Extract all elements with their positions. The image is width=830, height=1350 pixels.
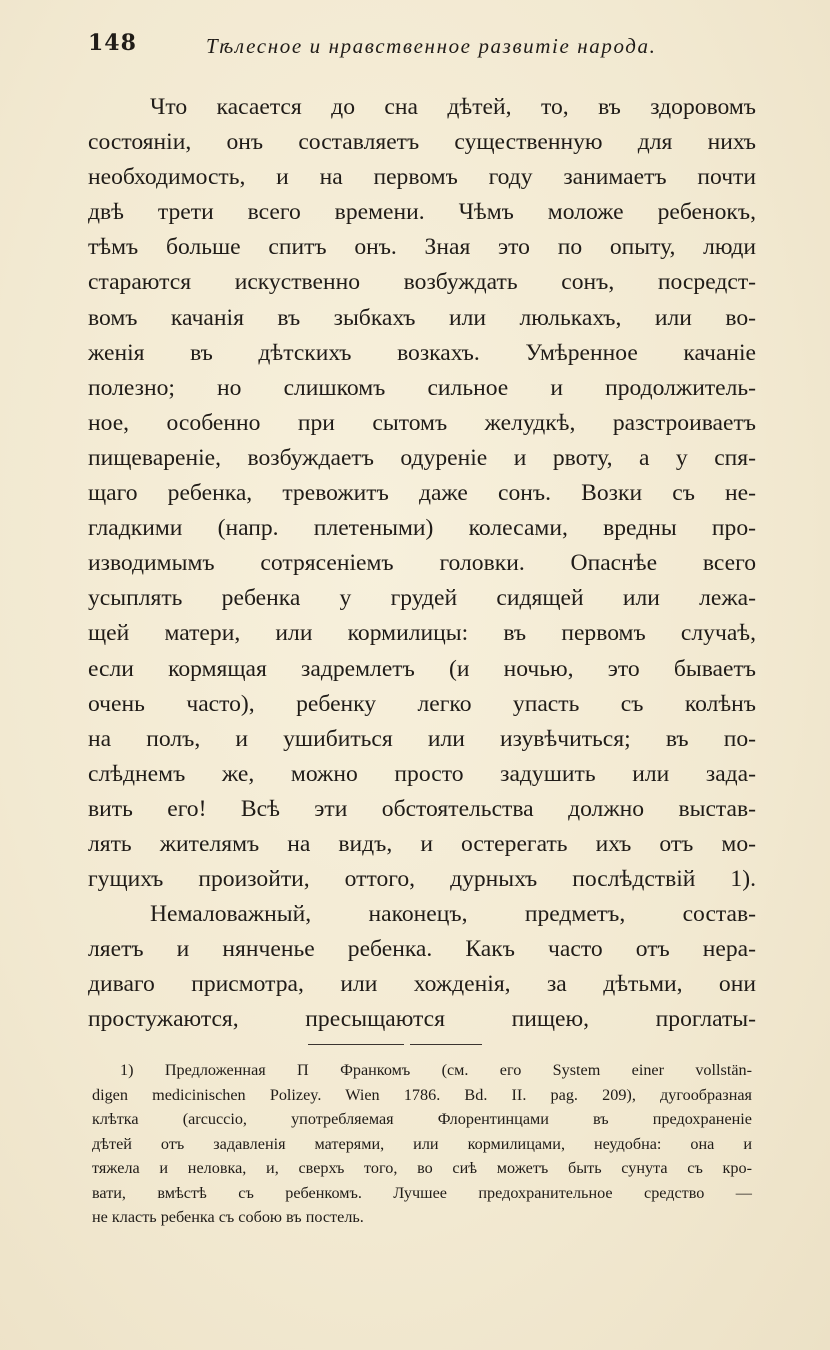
- page-header: [88, 28, 788, 58]
- text-line: тѣмъ больше спитъ онъ. Зная это по опыту, люди: [88, 234, 756, 261]
- footnote: [92, 1058, 752, 1230]
- text-line: вомъ качанія въ зыбкахъ или люлькахъ, или во-: [88, 304, 756, 331]
- text-line: необходимость, и на первомъ году занимаетъ почти: [88, 164, 756, 191]
- text-line: женія въ дѣтскихъ возкахъ. Умѣренное качаніе: [88, 339, 756, 366]
- footnote-line: digen medicinischen Polizey. Wien 1786. Bd. II. pag. 209), дугообразная: [92, 1085, 752, 1104]
- text-line: щей матери, или кормилицы: въ первомъ случаѣ,: [88, 620, 756, 647]
- text-line: двѣ трети всего времени. Чѣмъ моложе ребенокъ,: [88, 199, 756, 226]
- text-line: изводимымъ сотрясеніемъ головки. Опаснѣе всего: [88, 550, 756, 577]
- text-line: щаго ребенка, тревожитъ даже сонъ. Возки съ не-: [88, 480, 756, 507]
- text-line: стараются искуственно возбуждать сонъ, посредст-: [88, 269, 756, 296]
- text-line: ное, особенно при сытомъ желудкѣ, разстроиваетъ: [88, 409, 756, 436]
- footnote-line: вати, вмѣстѣ съ ребенкомъ. Лучшее предохранительное средство —: [92, 1183, 752, 1202]
- footnote-line: 1) Предложенная П Франкомъ (см. его System einer vollstän-: [120, 1061, 752, 1079]
- main-text: [88, 90, 756, 1038]
- text-line: слѣднемъ же, можно просто задушить или зада-: [88, 760, 756, 787]
- text-line: Что касается до сна дѣтей, то, въ здоровомъ: [150, 94, 756, 120]
- footnote-line: клѣтка (arcuccio, употребляемая Флорентинцами въ предохраненіе: [92, 1110, 752, 1128]
- text-line: усыплять ребенка у грудей сидящей или лежа-: [88, 585, 756, 612]
- text-line: ляетъ и нянченье ребенка. Какъ часто отъ нера-: [88, 936, 756, 963]
- text-line: очень часто), ребенку легко упасть съ колѣнъ: [88, 690, 756, 717]
- page-number: 148: [88, 30, 137, 56]
- text-line: если кормящая задремлетъ (и ночью, это бываетъ: [88, 655, 756, 682]
- text-line: лять жителямъ на видъ, и остерегать ихъ отъ мо-: [88, 830, 756, 857]
- text-line: на полъ, и ушибиться или изувѣчиться; въ по-: [88, 725, 756, 752]
- text-line: простужаются, пресыщаются пищею, проглаты-: [88, 1006, 756, 1033]
- text-line: диваго присмотра, или хожденія, за дѣтьми, они: [88, 971, 756, 998]
- text-line: состояніи, онъ составляетъ существенную для нихъ: [88, 129, 756, 156]
- text-line: полезно; но слишкомъ сильное и продолжитель-: [88, 374, 756, 401]
- footnote-rule: [308, 1044, 404, 1045]
- text-line: гладкими (напр. плетеными) колесами, вредны про-: [88, 515, 756, 542]
- text-line: вить его! Всѣ эти обстоятельства должно выстав-: [88, 795, 756, 822]
- text-line: гущихъ произойти, оттого, дурныхъ послѣдствій 1).: [88, 866, 756, 893]
- running-title: Тѣлесное и нравственное развитіе народа.: [206, 34, 657, 58]
- footnote-line: тяжела и неловка, и, сверхъ того, во сиѣ можетъ быть сунута съ кро-: [92, 1159, 752, 1177]
- footnote-rule: [410, 1044, 482, 1045]
- text-line: пищевареніе, возбуждаетъ одуреніе и рвоту, а у спя-: [88, 444, 756, 471]
- footnote-line: дѣтей отъ задавленія матерями, или кормилицами, неудобна: она и: [92, 1134, 752, 1153]
- footnote-line: не класть ребенка съ собою въ постель.: [92, 1208, 364, 1226]
- text-line: Немаловажный, наконецъ, предметъ, состав-: [150, 901, 756, 928]
